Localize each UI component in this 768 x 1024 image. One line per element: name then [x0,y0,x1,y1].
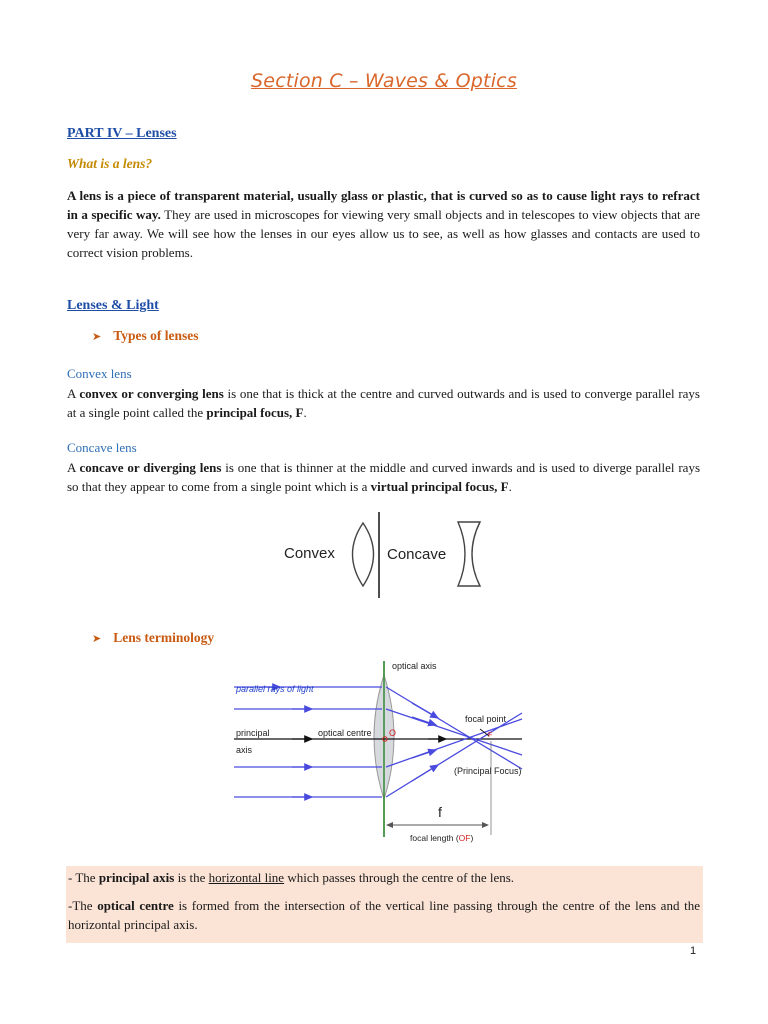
question-heading: What is a lens? [67,156,153,171]
focal-length-label [410,833,473,843]
concave-paragraph [67,458,700,496]
ray-5-out-arrow [412,765,438,781]
convex-text-1: A [67,386,80,401]
note1-text-1: - The [68,870,99,885]
note1-underline: horizontal line [208,870,285,885]
ray-1-out-arrow [412,703,438,718]
intro-bold-text: A lens is a piece of transparent material, usually glass or plastic, that is curved so as to cause light rays to refract in a specific way. [67,188,700,222]
ray-5-out [386,713,522,797]
bullet-terminology-label: Lens terminology [113,630,215,645]
intro-paragraph [67,186,700,262]
section-heading: Lenses & Light [67,298,159,313]
convex-bold-2: principal focus, F [206,405,304,420]
optical-centre-note [68,896,700,934]
optical-centre-label: optical centre [318,728,372,738]
convex-figure-label: Convex [284,545,335,562]
principal-axis-label-2: axis [236,745,253,755]
concave-text-1: A [67,460,80,475]
convex-paragraph [67,384,700,422]
bullet-lens-terminology [92,630,214,646]
convex-text-3: . [303,405,307,420]
concave-bold-1: concave or diverging lens [79,460,222,475]
note1-text-3: which passes through the centre of the lens. [284,870,515,885]
focal-point-label: focal point [465,714,507,724]
focal-length-close: ) [470,833,474,843]
ray-1-out [386,687,522,769]
page-number: 1 [690,945,697,957]
note2-bold: optical centre [97,898,174,913]
focal-length-symbol: f [438,804,442,820]
concave-bold-2: virtual principal focus, F [370,479,509,494]
principal-axis-label-1: principal [236,728,270,738]
arrow-bullet-icon: ➤ [92,632,102,645]
point-f-label: F [488,732,493,739]
page-title: Section C – Waves & Optics [251,70,517,92]
note1-bold: principal axis [98,870,175,885]
concave-figure-label: Concave [387,546,447,563]
lens-types-figure [280,510,490,600]
note2-text-1: -The [68,898,98,913]
convex-bold-1: convex or converging lens [79,386,224,401]
parallel-rays-label: parallel rays of light [236,684,314,694]
convex-text-2: is one that is thick at the centre and curved outwards and is used to converge parallel rays at a single point called the [67,386,700,420]
principal-focus-label: (Principal Focus) [454,766,522,776]
intro-text: They are used in microscopes for viewing very small objects and in telescopes to view objects that are very far away. We will see how the lenses in our eyes allow us to see, as well as how glasses and contacts are used to correct vision problems. [67,207,700,260]
bullet-types-label: Types of lenses [113,328,199,343]
focal-length-of: OF [458,833,471,843]
principal-axis-note [68,868,700,887]
ray-2-out-arrow [412,717,436,725]
concave-text-3: . [508,479,512,494]
bullet-types-of-lenses [92,328,198,344]
part-heading: PART IV – Lenses [67,126,177,141]
point-o-label: O [389,728,397,738]
focal-length-text: focal length ( [410,833,459,843]
note2-text-2: is formed from the intersection of the vertical line passing through the centre of the lens and the horizontal principal axis. [68,898,700,932]
convex-lens-shape [353,523,374,586]
optical-axis-label: optical axis [392,661,437,671]
lens-terminology-diagram [232,657,532,847]
ray-4-out-arrow [412,750,436,758]
concave-text-2: is one that is thinner at the middle and curved inwards and is used to diverge parallel rays so that they appear to come from a single point which is a [67,460,701,494]
concave-lens-shape [458,522,480,586]
convex-lens-subheading: Convex lens [67,366,132,381]
concave-lens-subheading: Concave lens [67,440,137,455]
arrow-bullet-icon: ➤ [92,330,102,343]
note1-text-2: is the [174,870,209,885]
